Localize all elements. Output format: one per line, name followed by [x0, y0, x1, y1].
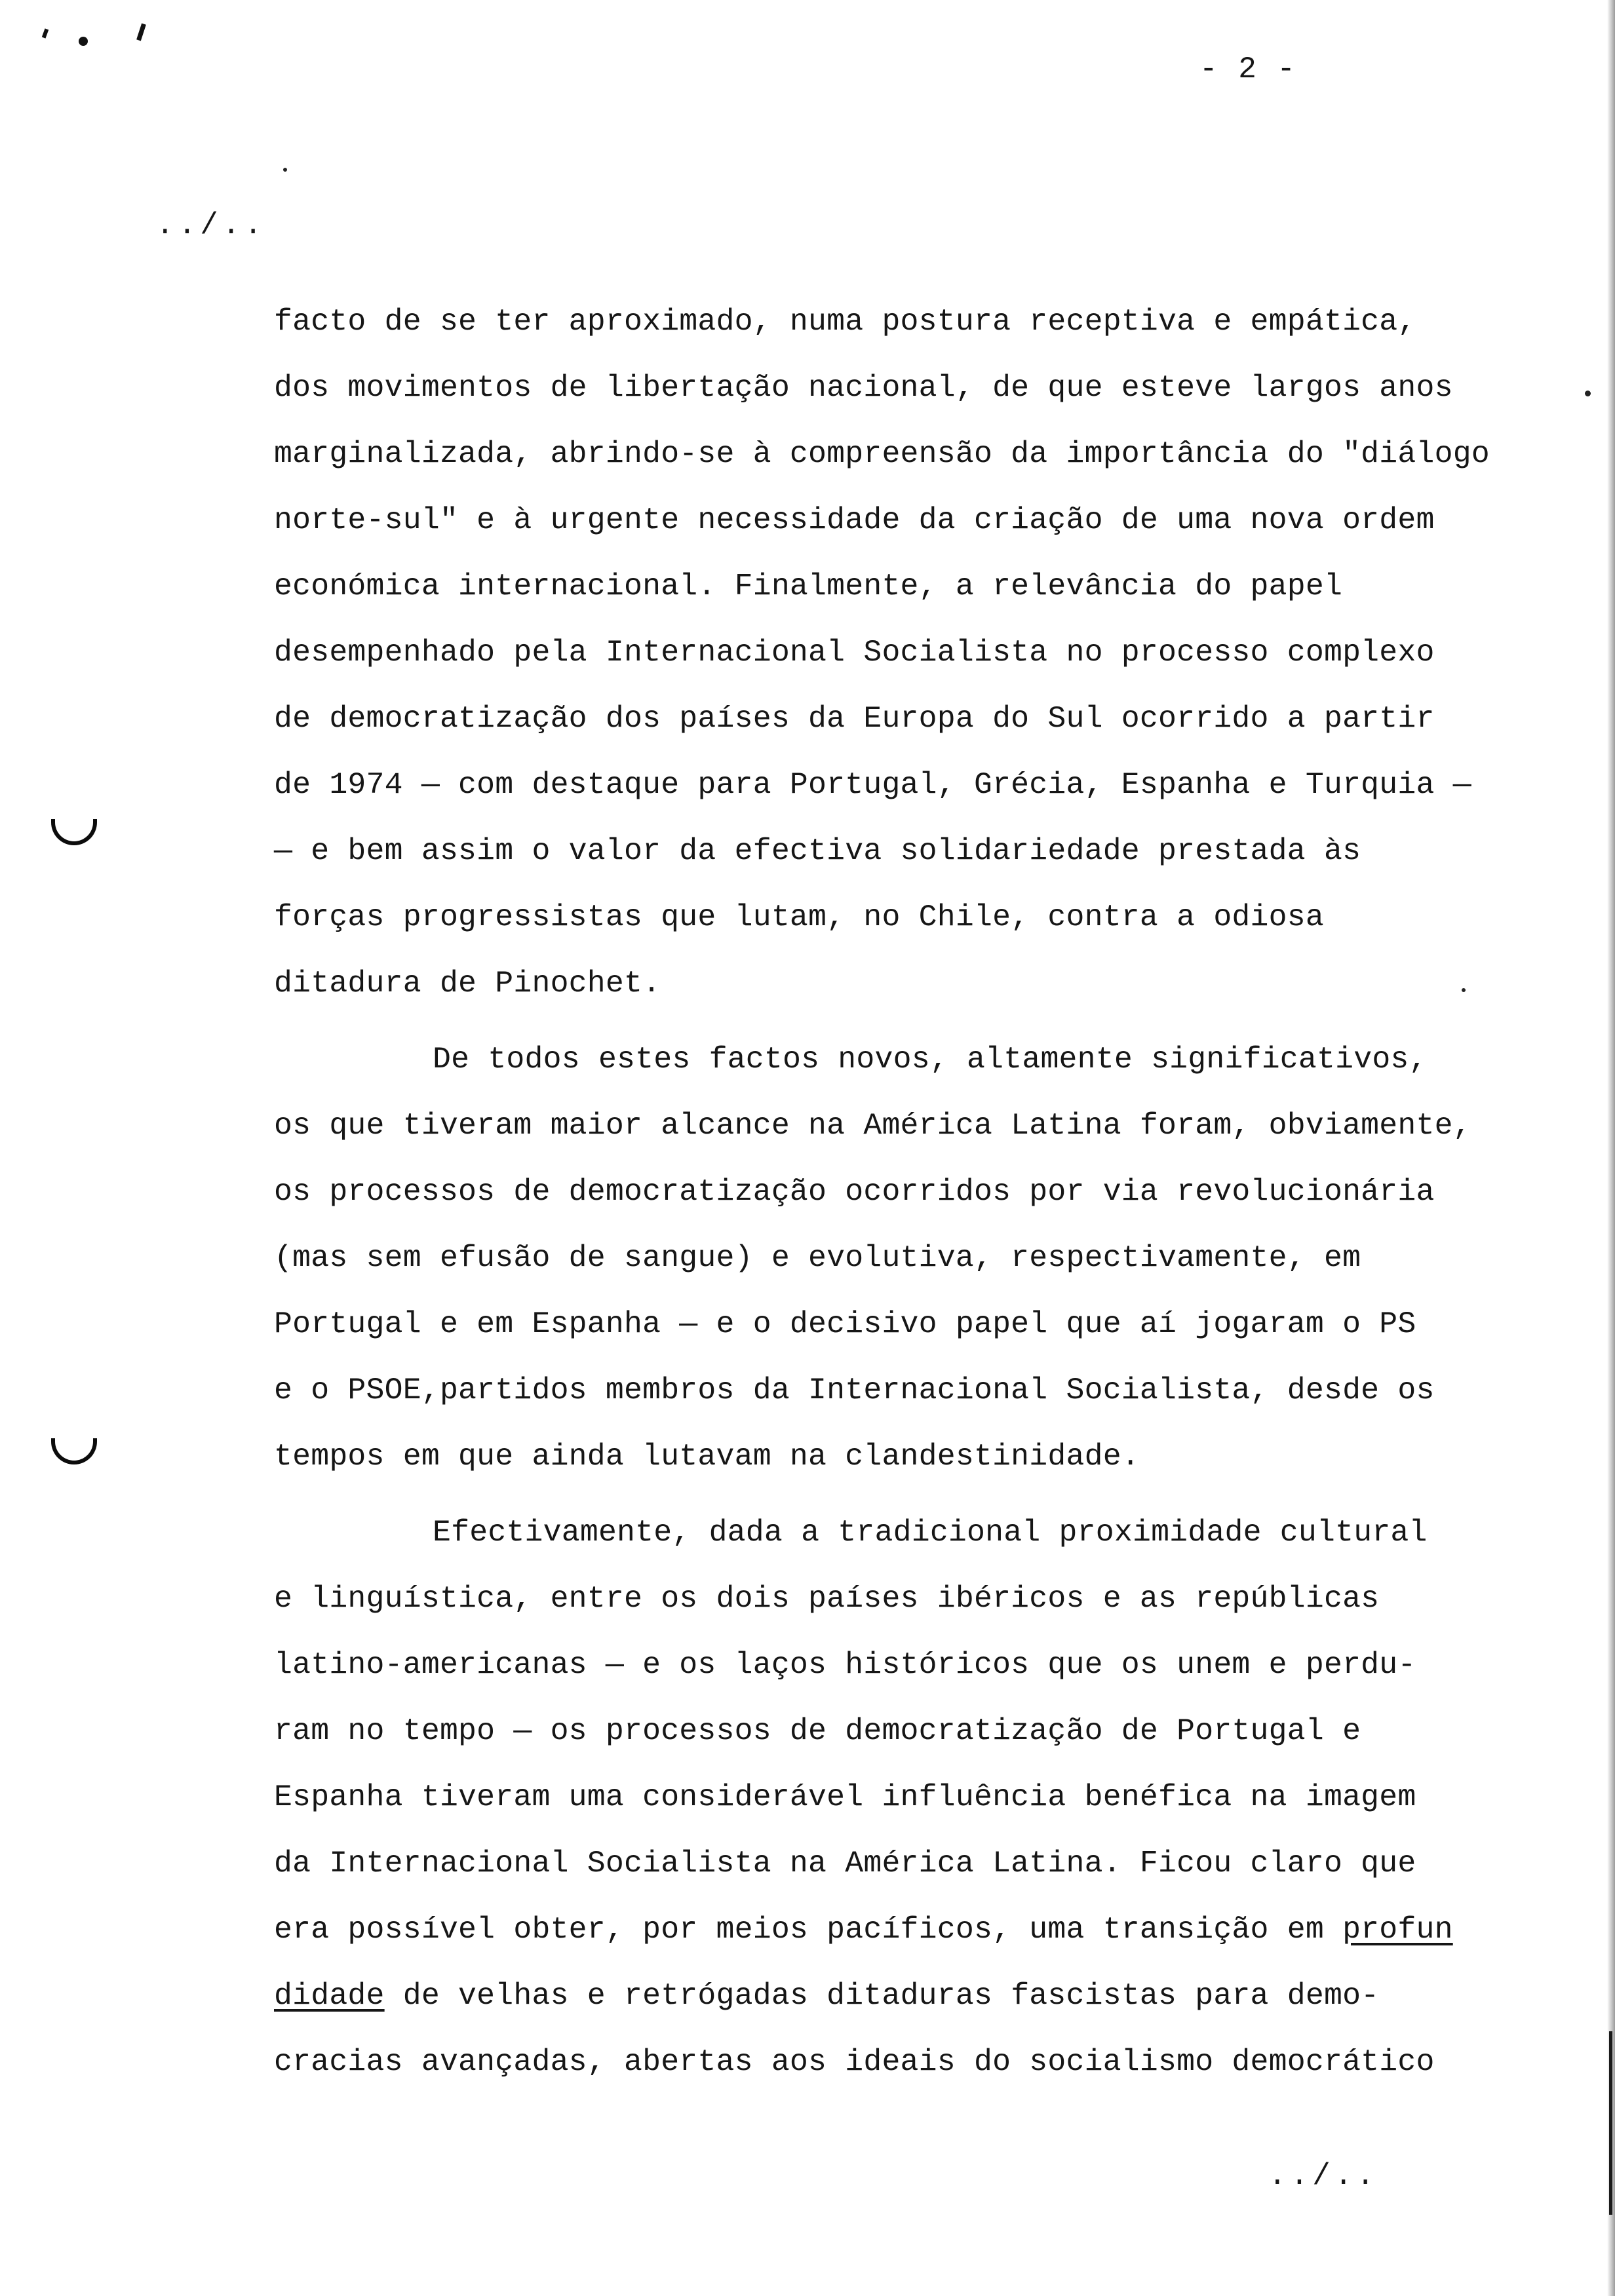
paragraph-text: Efectivamente, dada a tradicional proximidade cultural e linguística, entre os dois países ibéricos e as repúblicas latino-americanas — e os laços históricos que os unem e perdu- ram no tempo — os processos de democratização de Portugal e Espanha tiveram uma considerável influência benéfica na imagem da Internacional Socialista na América Latina. Ficou claro que era possível obter, por meios pacíficos, uma transição em [274, 1515, 1428, 1947]
page-edge-shadow [1609, 2031, 1612, 2215]
scan-mark [79, 37, 88, 46]
scan-dot [283, 168, 287, 172]
paragraph: De todos estes factos novos, altamente significativos, os que tiveram maior alcance na América Latina foram, obviamente, os processos de democratização ocorridos por via revolucionária (mas sem efusão de sangue) e evolutiva, respectivamente, em Portugal e em Espanha — e o decisivo papel que aí jogaram o PS e o PSOE,partidos membros da Internacional Socialista, desde os tempos em que ainda lutavam na clandestinidade. [274, 1042, 1471, 1474]
scan-mark [42, 28, 49, 38]
page-edge-shadow [1607, 0, 1615, 2296]
paragraph: facto de se ter aproximado, numa postura receptiva e empática, dos movimentos de libertação nacional, de que esteve largos anos marginalizada, abrindo-se à compreensão da importância do "diálogo norte-sul" e à urgente necessidade da criação de uma nova ordem económica internacional. Finalmente, a relevância do papel desempenhado pela Internacional Socialista no processo complexo de democratização dos países da Europa do Sul ocorrido a partir de 1974 — com destaque para Portugal, Grécia, Espanha e Turquia — — e bem assim o valor da efectiva solidariedade prestada às forças progressistas que lutam, no Chile, contra a odiosa ditadura de Pinochet. [274, 304, 1490, 1001]
paragraph-text: de velhas e retrógadas ditaduras fascistas para demo- cracias avançadas, abertas aos ideais do socialismo democrático [274, 1978, 1435, 2079]
underlined-word: profun [1342, 1912, 1453, 1947]
page-number: - 2 - [1199, 52, 1297, 86]
body-text [274, 288, 1572, 2095]
paragraph [274, 1499, 1572, 2095]
scan-mark [136, 24, 146, 41]
continuation-mark-top: ../.. [156, 208, 267, 242]
underlined-word: didade [274, 1978, 385, 2013]
punch-hole-mark [51, 1438, 97, 1464]
punch-hole-mark [51, 819, 97, 845]
scan-dot [1585, 391, 1591, 396]
continuation-mark-bottom: ../.. [1268, 2159, 1379, 2193]
